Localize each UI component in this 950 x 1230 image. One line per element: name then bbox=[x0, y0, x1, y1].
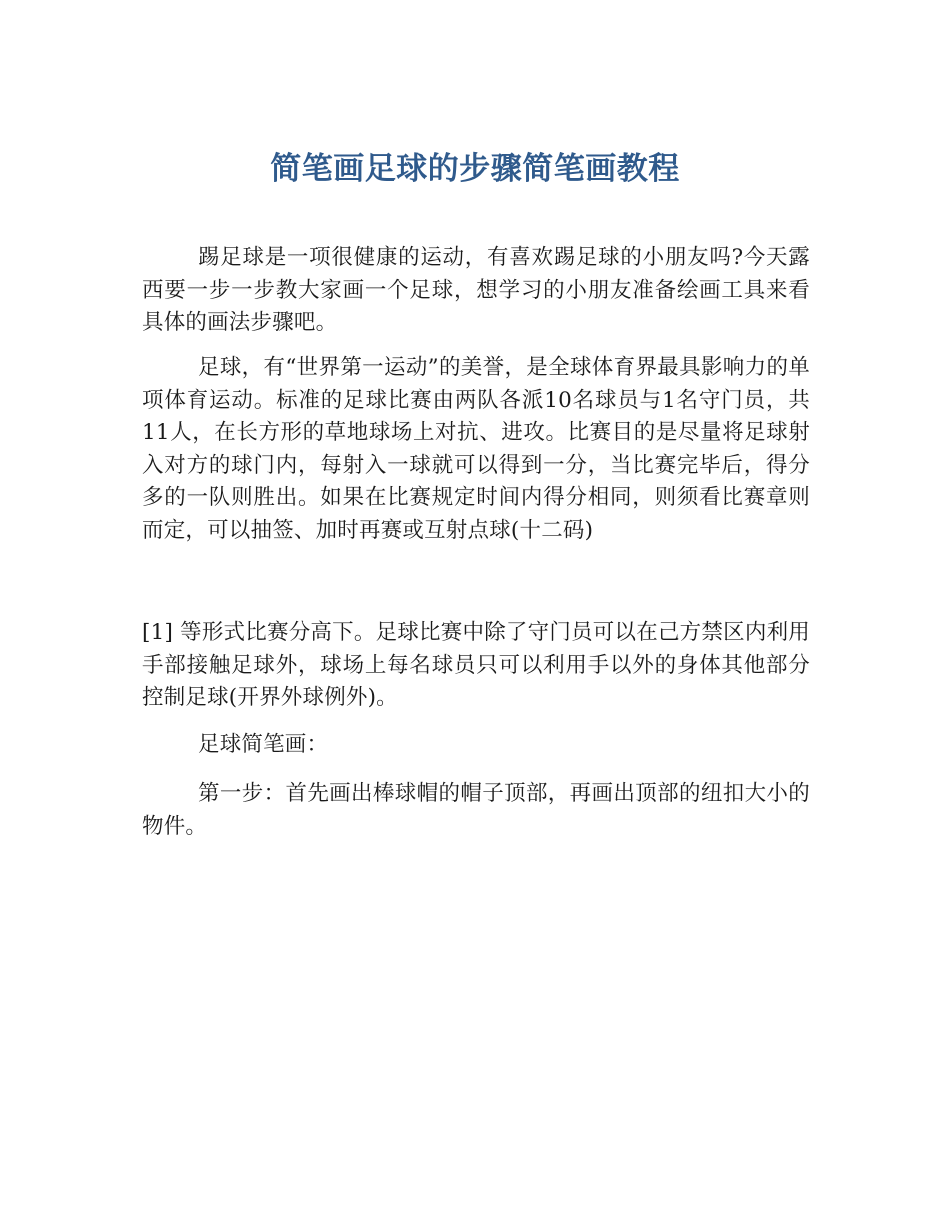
paragraph-football-rules: [1] 等形式比赛分高下。足球比赛中除了守门员可以在己方禁区内利用手部接触足球外，球场上每名球员只可以利用手以外的身体其他部分控制足球(开界外球例外)。 bbox=[142, 620, 810, 710]
paragraph-step-one: 第一步：首先画出棒球帽的帽子顶部，再画出顶部的纽扣大小的物件。 bbox=[142, 781, 810, 839]
paragraph-football-description: 足球，有“世界第一运动”的美誉，是全球体育界最具影响力的单项体育运动。标准的足球比赛由两队各派10名球员与1名守门员，共11人，在长方形的草地球场上对抗、进攻。比赛目的是尽量将足球射入对方的球门内，每射入一球就可以得到一分，当比赛完毕后，得分多的一队则胜出。如果在比赛规定时间内得分相同，则须看比赛章则而定，可以抽签、加时再赛或互射点球(十二码) bbox=[142, 355, 810, 543]
document-title: 简笔画足球的步骤简笔画教程 bbox=[270, 151, 680, 187]
paragraph-intro: 踢足球是一项很健康的运动，有喜欢踢足球的小朋友吗?今天露西要一步一步教大家画一个足球，想学习的小朋友准备绘画工具来看具体的画法步骤吧。 bbox=[142, 245, 810, 335]
paragraph-section-heading: 足球简笔画： bbox=[198, 732, 329, 757]
